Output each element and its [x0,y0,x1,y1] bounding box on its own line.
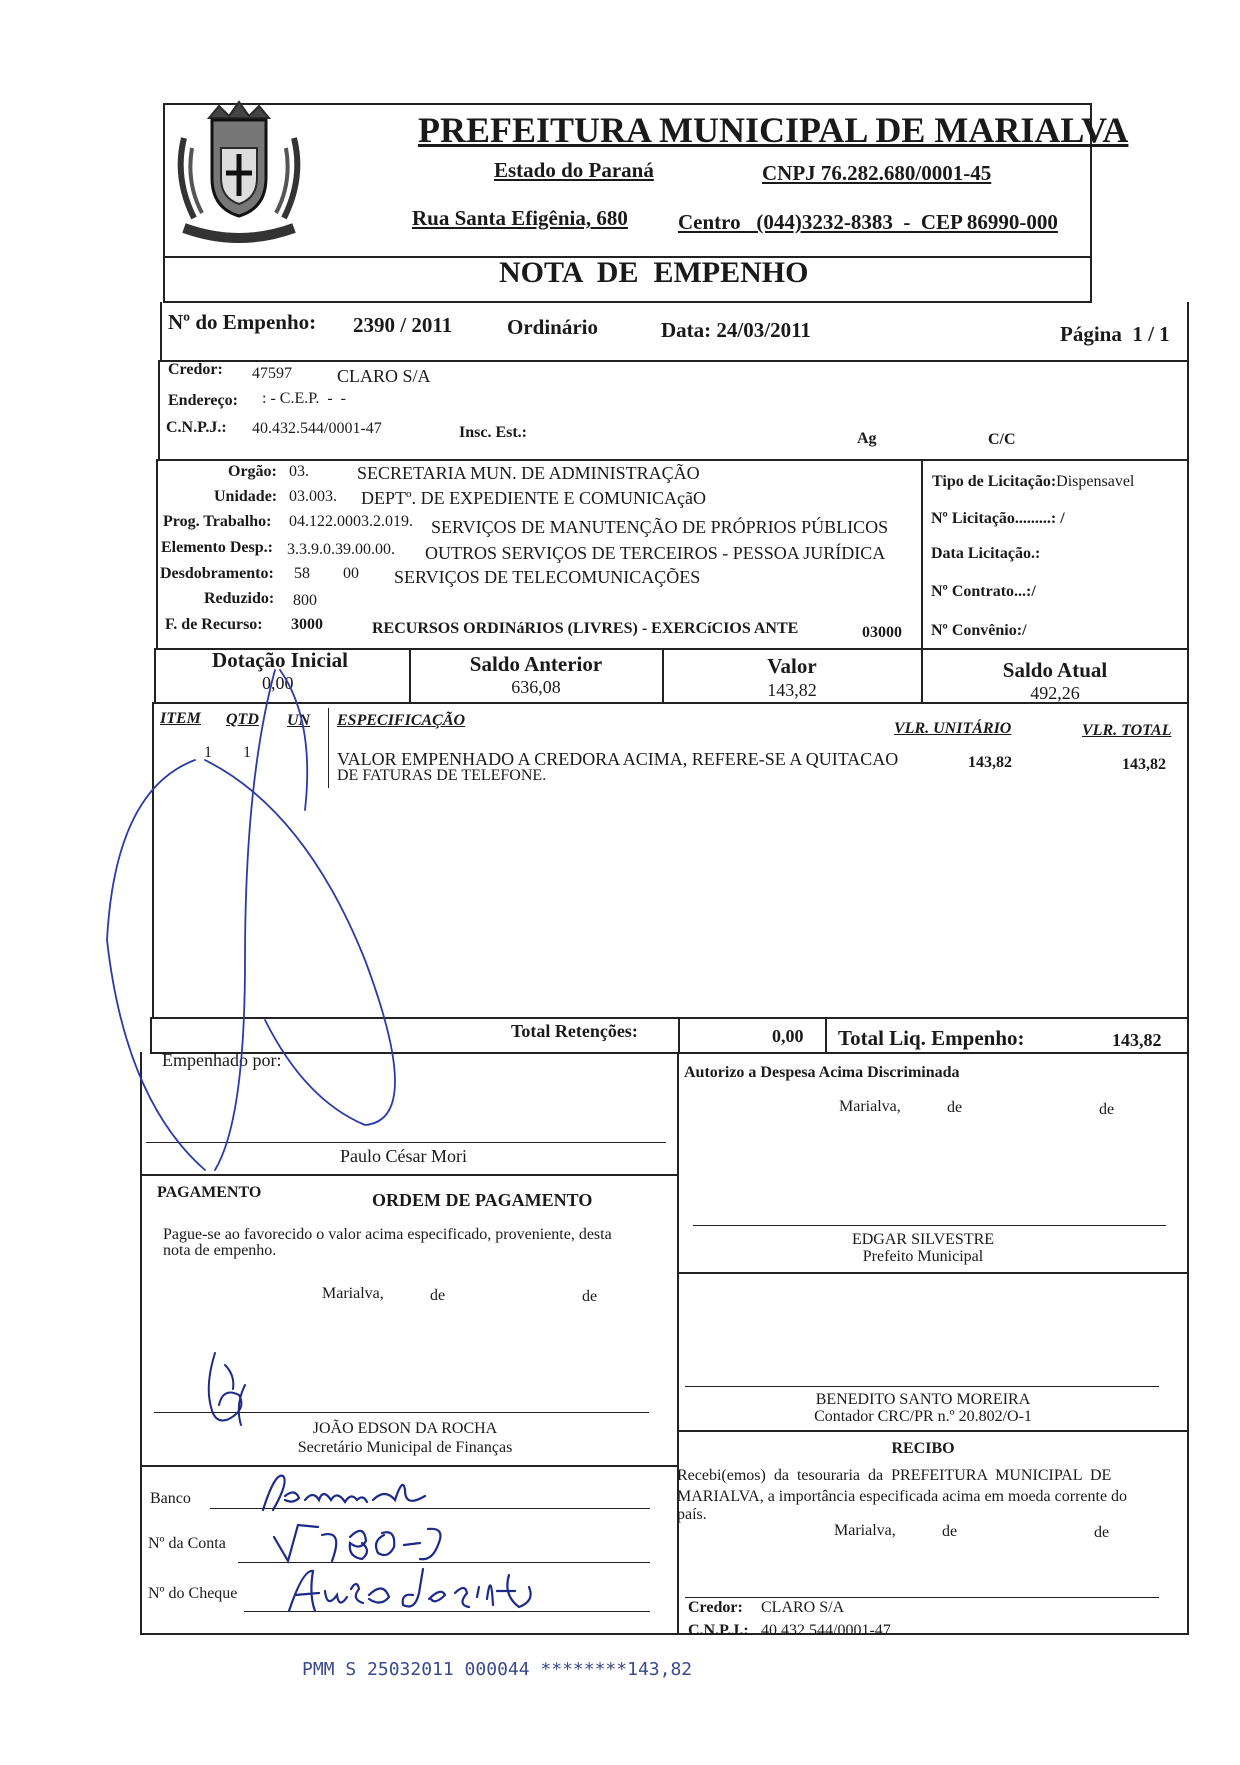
handwritten-cheque [285,1565,555,1617]
saldo-atual-value: 492,26 [1030,683,1080,703]
prog-label: Prog. Trabalho: [163,513,272,530]
desd-label: Desdobramento: [160,565,274,582]
empenho-pagina: Página 1 / 1 [1060,322,1170,346]
secretario-signature [195,1345,265,1430]
recibo-texto-3: país. [677,1506,707,1523]
saldo-anterior-label: Saldo Anterior [469,652,603,676]
empenho-numero: 2390 / 2011 [353,313,453,337]
contador-sign-line [685,1386,1159,1387]
recurso-code2: 03000 [862,624,902,641]
prog-code: 04.122.0003.2.019. [289,513,413,530]
prefeito-bottom-line [677,1272,1189,1274]
desd-value: SERVIÇOS DE TELECOMUNICAÇÕES [394,567,701,587]
licitacao-convenio: Nº Convênio:/ [931,622,1027,639]
handwritten-banco [255,1470,445,1516]
credor-frame [158,360,1189,461]
conta-label: Nº da Conta [148,1535,226,1552]
recibo-texto-2: MARIALVA, a importância especificada acima em moeda corrente do [677,1488,1128,1505]
desd-code1: 58 [294,565,310,582]
logo-band-text: MARIALVA [212,221,261,232]
desd-code2: 00 [343,565,359,582]
col-vtotal: VLR. TOTAL [1082,722,1172,739]
recibo-de2: de [1094,1524,1110,1541]
totais-div-1 [678,1017,680,1054]
credor-codigo: 47597 [252,365,292,382]
licitacao-tipo [932,474,1134,490]
unidade-label: Unidade: [214,488,278,505]
cnpj-value: 40.432.544/0001-47 [252,420,382,437]
unidade-code: 03.003. [289,488,337,505]
recibo-sign-line [685,1597,1159,1598]
item-qtd: 1 [243,744,251,761]
recibo-texto-1: Recebi(emos) da tesouraria da PREFEITURA MUNICIPAL DE [677,1467,1112,1484]
header-contact: Centro (044)3232-8383 - CEP 86990-000 [678,210,1058,234]
item-vunit: 143,82 [968,754,1012,771]
header-address: Rua Santa Efigênia, 680 [412,206,628,230]
item-espec-line1: VALOR EMPENHADO A CREDORA ACIMA, REFERE-SE A QUITACAO [337,749,899,769]
col-qtd: QTD [226,711,259,728]
header-state: Estado do Paraná [494,158,654,182]
licitacao-data: Data Licitação.: [931,545,1041,562]
banco-top-line [142,1465,677,1467]
item-espec-line2: DE FATURAS DE TELEFONE. [337,767,547,784]
pagamento-texto-1: Pague-se ao favorecido o valor acima especificado, proveniente, desta [163,1226,612,1243]
saldo-anterior-value: 636,08 [511,677,561,697]
pagamento-label: PAGAMENTO [157,1184,262,1201]
recibo-cnpj-label: C.N.P.J.: [688,1622,749,1639]
elem-label: Elemento Desp.: [161,539,273,556]
secretario-cargo: Secretário Municipal de Finanças [297,1439,513,1456]
contador-nome: BENEDITO SANTO MOREIRA [815,1391,1031,1408]
licitacao-divider [921,459,923,650]
prefeito-nome: EDGAR SILVESTRE [851,1231,995,1248]
licitacao-contrato: Nº Contrato...:/ [931,583,1036,600]
total-liquido-value: 143,82 [1112,1030,1162,1050]
recibo-label: RECIBO [891,1440,955,1457]
pen-loop-mark [105,660,435,1180]
autorizo-label: Autorizo a Despesa Acima Discriminada [684,1064,960,1081]
elem-value: OUTROS SERVIÇOS DE TERCEIROS - PESSOA JURÍDICA [425,543,886,563]
doc-title: NOTA DE EMPENHO [499,256,809,289]
col-item: ITEM [160,710,201,727]
footer-stamp: PMM S 25032011 000044 ********143,82 [302,1659,693,1680]
totais-div-2 [825,1017,827,1054]
recibo-credor-label: Credor: [688,1599,743,1616]
autorizo-de1: de [947,1099,963,1116]
pagamento-local: Marialva, [322,1285,384,1302]
total-liquido-label: Total Liq. Empenho: [838,1026,1025,1050]
recibo-local: Marialva, [834,1522,896,1539]
total-retencoes-label: Total Retenções: [511,1021,638,1041]
contador-cargo: Contador CRC/PR n.º 20.802/O-1 [814,1408,1032,1425]
col-un: UN [287,712,311,729]
endereco-label: Endereço: [168,392,238,409]
recurso-label: F. de Recurso: [165,616,263,633]
empenho-numero-label: Nº do Empenho: [168,310,317,334]
header-title: PREFEITURA MUNICIPAL DE MARIALVA [418,110,1129,150]
secretario-nome: JOÃO EDSON DA ROCHA [312,1420,498,1437]
contador-bottom-line [677,1430,1189,1432]
elem-code: 3.3.9.0.39.00.00. [287,541,395,558]
dotacao-inicial-label: Dotação Inicial [212,648,348,672]
cheque-label: Nº do Cheque [148,1585,238,1602]
cc-label: C/C [988,431,1016,448]
ag-label: Ag [857,430,877,447]
item-number: 1 [204,744,212,761]
recibo-de1: de [942,1523,958,1540]
banco-label: Banco [150,1490,191,1507]
handwritten-conta [270,1515,450,1565]
licitacao-numero: Nº Licitação.........: / [931,510,1065,527]
pagamento-de1: de [430,1287,446,1304]
header-cnpj: CNPJ 76.282.680/0001-45 [762,161,992,185]
credor-label: Credor: [168,361,223,378]
lower-center-divider [677,1052,679,1635]
orgao-value: SECRETARIA MUN. DE ADMINISTRAÇÃO [357,463,700,483]
recurso-value: RECURSOS ORDINáRIOS (LIVRES) - EXERCíCIOS ANTE [372,620,799,637]
licitacao-tipo-label: Tipo de Licitação: [932,473,1057,490]
empenhado-nome: Paulo César Mori [340,1146,467,1166]
empenho-tipo: Ordinário [507,315,599,339]
empenhado-label: Empenhado por: [162,1050,282,1070]
valor-label: Valor [767,654,817,678]
col-vunit: VLR. UNITÁRIO [894,720,1012,737]
empenho-data: Data: 24/03/2011 [661,318,811,342]
unidade-value: DEPTº. DE EXPEDIENTE E COMUNICAçãO [361,488,707,508]
prefeito-sign-line [693,1225,1166,1226]
autorizo-de2: de [1099,1101,1115,1118]
coat-of-arms-icon [164,98,314,248]
pagamento-de2: de [582,1288,598,1305]
valor-value: 143,82 [767,680,817,700]
ordem-label: ORDEM DE PAGAMENTO [372,1190,593,1210]
reduzido-label: Reduzido: [204,590,275,607]
col-espec: ESPECIFICAÇÃO [337,712,466,729]
licitacao-tipo-value: Dispensavel [1056,473,1135,490]
item-vtotal: 143,82 [1122,756,1166,773]
cnpj-label: C.N.P.J.: [166,419,227,436]
pagamento-texto-2: nota de empenho. [163,1242,277,1259]
recibo-cnpj-value: 40.432.544/0001-47 [761,1622,891,1639]
endereco-value: : - C.E.P. - - [262,390,346,407]
prefeito-cargo: Prefeito Municipal [862,1248,984,1265]
orgao-label: Orgão: [228,463,277,480]
credor-nome: CLARO S/A [337,366,431,386]
recurso-code: 3000 [291,616,323,633]
reduzido-value: 800 [293,592,317,609]
total-retencoes-value: 0,00 [772,1026,804,1046]
dotacao-inicial-value: 0,00 [262,673,294,693]
saldo-atual-label: Saldo Atual [1002,658,1108,682]
recibo-credor-value: CLARO S/A [761,1599,845,1616]
prog-value: SERVIÇOS DE MANUTENÇÃO DE PRÓPRIOS PÚBLICOS [431,517,889,537]
autorizo-local: Marialva, [839,1098,901,1115]
orgao-code: 03. [289,463,309,480]
insc-label: Insc. Est.: [459,424,528,441]
